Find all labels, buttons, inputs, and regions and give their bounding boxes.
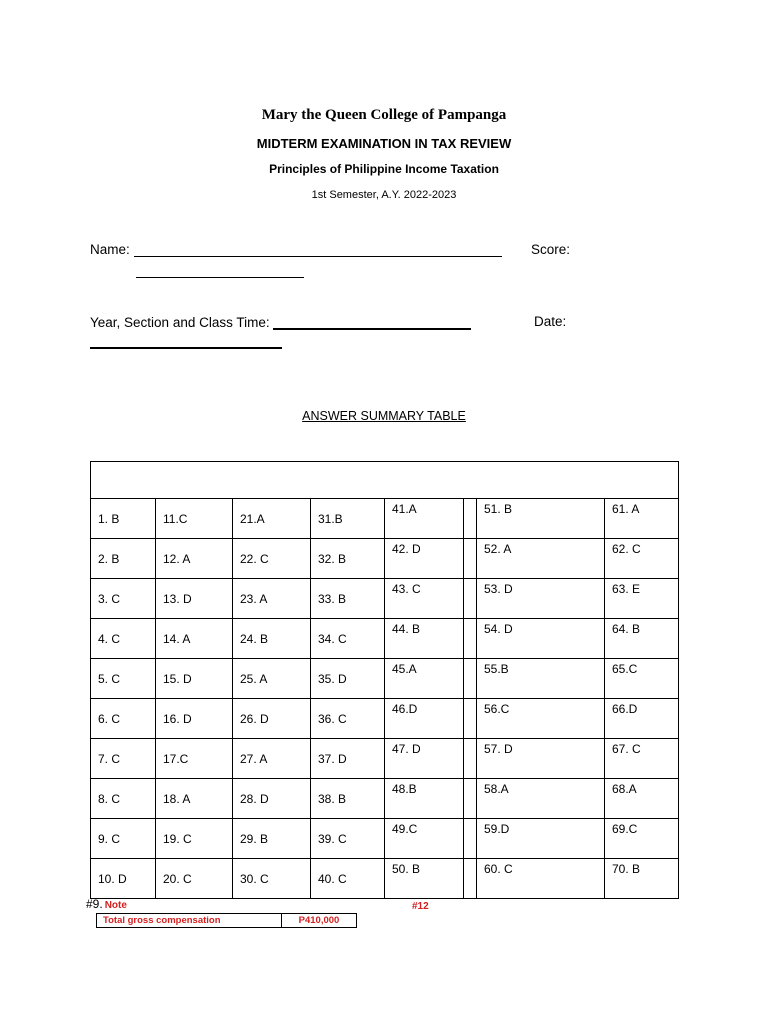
answer-cell: 8. C — [91, 779, 156, 819]
exam-title: MIDTERM EXAMINATION IN TAX REVIEW — [256, 136, 512, 151]
answer-cell: 29. B — [233, 819, 311, 859]
answer-cell: 42. D — [385, 539, 464, 579]
name-field — [90, 242, 502, 257]
answer-cell: 5. C — [91, 659, 156, 699]
answer-cell: 13. D — [156, 579, 233, 619]
answer-cell: 21.A — [233, 499, 311, 539]
answer-cell: 62. C — [605, 539, 679, 579]
answer-cell: 44. B — [385, 619, 464, 659]
year-label: Year, Section and Class Time: — [90, 315, 270, 330]
answer-cell: 12. A — [156, 539, 233, 579]
answer-cell: 68.A — [605, 779, 679, 819]
answer-cell: 27. A — [233, 739, 311, 779]
answer-cell: 1. B — [91, 499, 156, 539]
answer-cell: 31.B — [311, 499, 385, 539]
name-label: Name: — [90, 242, 130, 257]
answer-cell: 61. A — [605, 499, 679, 539]
answer-cell: 20. C — [156, 859, 233, 899]
answer-cell: 58.A — [477, 779, 605, 819]
answer-cell: 54. D — [477, 619, 605, 659]
header-cell — [91, 462, 679, 499]
answer-cell: 36. C — [311, 699, 385, 739]
answer-cell: 46.D — [385, 699, 464, 739]
answer-cell: 22. C — [233, 539, 311, 579]
table-row — [91, 779, 679, 819]
table-row — [91, 619, 679, 659]
answer-cell: 32. B — [311, 539, 385, 579]
answer-cell: 15. D — [156, 659, 233, 699]
semester-label: 1st Semester, A.Y. 2022-2023 — [311, 189, 457, 201]
note-label: Note — [104, 900, 127, 911]
answer-cell: 49.C — [385, 819, 464, 859]
table-row — [91, 659, 679, 699]
answer-cell: 23. A — [233, 579, 311, 619]
separator-cell — [464, 619, 477, 659]
answer-cell: 3. C — [91, 579, 156, 619]
table-row — [91, 539, 679, 579]
answer-cell: 66.D — [605, 699, 679, 739]
answer-cell: 56.C — [477, 699, 605, 739]
separator-cell — [464, 579, 477, 619]
answer-cell: 51. B — [477, 499, 605, 539]
compensation-row — [97, 914, 357, 928]
answer-cell: 17.C — [156, 739, 233, 779]
answer-cell: 59.D — [477, 819, 605, 859]
note-ref-12: #12 — [412, 901, 429, 912]
separator-cell — [464, 859, 477, 899]
answer-cell: 69.C — [605, 819, 679, 859]
answer-cell: 28. D — [233, 779, 311, 819]
answer-cell: 34. C — [311, 619, 385, 659]
separator-cell — [464, 699, 477, 739]
separator-cell — [464, 739, 477, 779]
separator-cell — [464, 499, 477, 539]
answer-cell: 33. B — [311, 579, 385, 619]
answer-cell: 48.B — [385, 779, 464, 819]
answer-cell: 11.C — [156, 499, 233, 539]
answer-cell: 35. D — [311, 659, 385, 699]
table-header-row — [91, 462, 679, 499]
answer-summary-title: ANSWER SUMMARY TABLE — [302, 409, 466, 423]
answer-cell: 14. A — [156, 619, 233, 659]
answer-cell: 37. D — [311, 739, 385, 779]
answer-cell: 16. D — [156, 699, 233, 739]
separator-cell — [464, 819, 477, 859]
answer-cell: 39. C — [311, 819, 385, 859]
answer-cell: 47. D — [385, 739, 464, 779]
answer-cell: 25. A — [233, 659, 311, 699]
answer-cell: 7. C — [91, 739, 156, 779]
separator-cell — [464, 779, 477, 819]
exam-topic: Principles of Philippine Income Taxation — [269, 162, 499, 176]
table-row — [91, 819, 679, 859]
table-row — [91, 859, 679, 899]
answer-cell: 41.A — [385, 499, 464, 539]
answer-cell: 67. C — [605, 739, 679, 779]
answer-summary-table — [90, 461, 679, 899]
school-name: Mary the Queen College of Pampanga — [261, 107, 507, 123]
answer-cell: 52. A — [477, 539, 605, 579]
answer-cell: 18. A — [156, 779, 233, 819]
answer-cell: 38. B — [311, 779, 385, 819]
date-line[interactable] — [90, 331, 282, 349]
answer-cell: 64. B — [605, 619, 679, 659]
table-row — [91, 739, 679, 779]
answer-cell: 43. C — [385, 579, 464, 619]
answer-cell: 9. C — [91, 819, 156, 859]
answer-cell: 4. C — [91, 619, 156, 659]
date-label: Date: — [534, 314, 567, 329]
answer-cell: 63. E — [605, 579, 679, 619]
table-row — [91, 699, 679, 739]
name-line[interactable] — [134, 242, 502, 257]
separator-cell — [464, 539, 477, 579]
note-ref-9: #9. — [86, 897, 103, 911]
year-line[interactable] — [273, 314, 471, 330]
score-line[interactable] — [136, 260, 304, 278]
separator-cell — [464, 659, 477, 699]
answer-cell: 60. C — [477, 859, 605, 899]
note-row — [86, 897, 127, 911]
answer-cell: 30. C — [233, 859, 311, 899]
answer-cell: 65.C — [605, 659, 679, 699]
compensation-table — [96, 913, 357, 928]
answer-cell: 45.A — [385, 659, 464, 699]
table-row — [91, 579, 679, 619]
answer-cell: 70. B — [605, 859, 679, 899]
answer-cell: 55.B — [477, 659, 605, 699]
answer-cell: 6. C — [91, 699, 156, 739]
answer-cell: 40. C — [311, 859, 385, 899]
compensation-value: P410,000 — [282, 914, 357, 928]
answer-cell: 10. D — [91, 859, 156, 899]
table-row — [91, 499, 679, 539]
answer-cell: 50. B — [385, 859, 464, 899]
answer-cell: 57. D — [477, 739, 605, 779]
answer-cell: 24. B — [233, 619, 311, 659]
answer-cell: 19. C — [156, 819, 233, 859]
score-label: Score: — [531, 242, 571, 257]
year-field — [90, 314, 471, 330]
answer-cell: 53. D — [477, 579, 605, 619]
answer-cell: 26. D — [233, 699, 311, 739]
compensation-label: Total gross compensation — [97, 914, 282, 928]
answer-cell: 2. B — [91, 539, 156, 579]
